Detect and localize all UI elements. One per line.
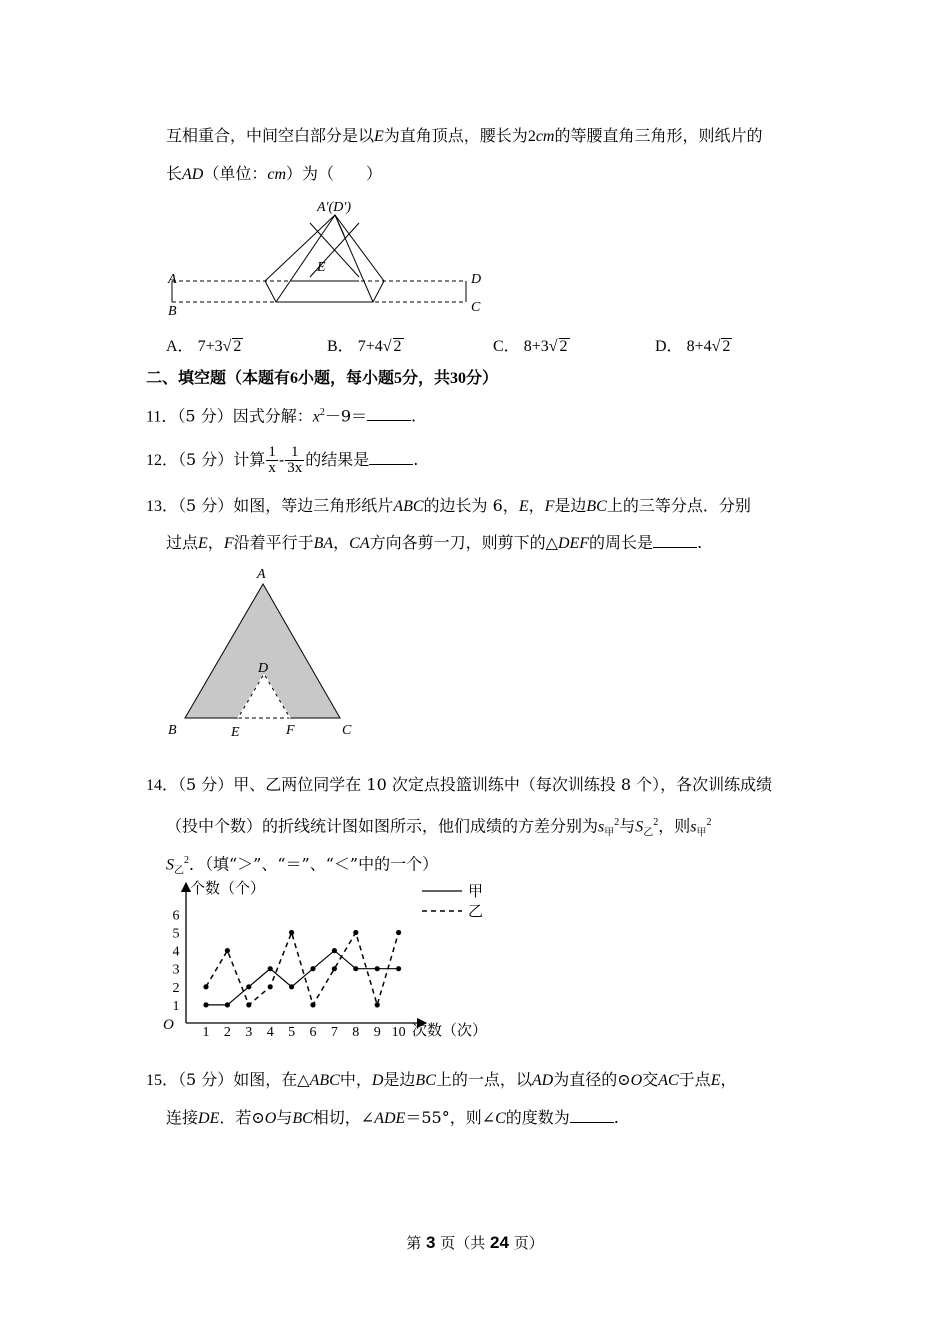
x-tick-label: 5 xyxy=(288,1025,296,1040)
data-point-yi xyxy=(268,984,273,989)
x-tick-label: 3 xyxy=(245,1025,253,1040)
question-12: 12．（5 分）计算 $\frac{1}{x}$ - $\frac{1}{3x}$ 的结果是 . xyxy=(146,444,419,476)
origin-label: O xyxy=(163,1017,174,1033)
q10-label-E: E xyxy=(317,260,326,275)
question-15-line-2: 连接DE．若⊙O与BC相切，∠ADE＝55°，则∠C的度数为 . xyxy=(166,1108,619,1127)
y-tick-label: 5 xyxy=(172,926,180,942)
data-point-jia xyxy=(396,966,401,971)
q10-label-top: A'(D') xyxy=(317,200,351,215)
y-tick-label: 3 xyxy=(172,962,180,978)
x-axis-label: 次数（次） xyxy=(412,1023,488,1039)
x-tick-label: 7 xyxy=(330,1025,338,1040)
legend xyxy=(422,883,483,920)
data-point-jia xyxy=(268,966,273,971)
q10-line-1: 互相重合，中间空白部分是以E为直角顶点，腰长为2cm的等腰直角三角形，则纸片的 xyxy=(166,126,763,145)
data-point-yi xyxy=(246,1002,251,1007)
x-tick-label: 2 xyxy=(223,1025,231,1040)
data-point-jia xyxy=(225,1002,230,1007)
legend-label-yi: 乙 xyxy=(468,904,484,920)
q13-label-E: E xyxy=(231,725,240,740)
q14-line-chart xyxy=(160,875,490,1040)
q10-label-D: D xyxy=(471,272,482,287)
data-point-yi xyxy=(396,930,401,935)
data-point-yi xyxy=(203,984,208,989)
x-tick-label: 1 xyxy=(202,1025,210,1040)
q13-label-B: B xyxy=(168,723,177,738)
q10-label-C: C xyxy=(471,300,481,315)
data-point-yi xyxy=(332,966,337,971)
question-15-line-1: 15．（5 分）如图，在△ABC中，D是边BC上的一点，以AD为直径的⊙O交AC于点E， xyxy=(146,1070,737,1089)
y-tick-label: 2 xyxy=(172,980,180,996)
y-axis-label: 个数（个） xyxy=(190,881,266,897)
y-tick-label: 4 xyxy=(172,944,180,960)
data-point-yi xyxy=(310,1002,315,1007)
data-point-yi xyxy=(353,930,358,935)
data-point-jia xyxy=(289,984,294,989)
q10-option-b[interactable]: B． 7+4√ 2 xyxy=(327,338,402,355)
q13-label-F: F xyxy=(286,723,295,738)
q15-answer-blank[interactable] xyxy=(570,1108,614,1123)
q10-label-B: B xyxy=(168,304,177,319)
question-14-line-1: 14．（5 分）甲、乙两位同学在 10 次定点投篮训练中（每次训练投 8 个），各次训练成绩 xyxy=(146,775,773,794)
x-tick-label: 10 xyxy=(391,1025,406,1040)
q11-answer-blank[interactable] xyxy=(367,406,411,421)
data-point-yi xyxy=(375,1002,380,1007)
data-point-jia xyxy=(332,948,337,953)
q13-figure xyxy=(160,562,370,744)
data-point-jia xyxy=(203,1002,208,1007)
q12-answer-blank[interactable] xyxy=(369,450,413,465)
q12-fraction-2: $\frac{1}{3x}$ xyxy=(287,444,303,476)
y-tick-label: 6 xyxy=(172,908,180,924)
x-tick-label: 6 xyxy=(309,1025,317,1040)
question-14-line-3: $S_乙^2$．（填“＞”、“＝”、“＜”中的一个） xyxy=(166,854,439,877)
q10-option-a[interactable]: A． 7+3√ 2 xyxy=(166,338,242,355)
question-14-line-2: （投中个数）的折线统计图如图所示，他们成绩的方差分别为$s_甲^2$与$S_乙^2$，则$s_甲^2$ xyxy=(166,816,712,839)
data-point-jia xyxy=(310,966,315,971)
x-tick-label: 9 xyxy=(373,1025,381,1040)
q10-figure xyxy=(160,195,500,320)
data-point-yi xyxy=(225,948,230,953)
data-point-jia xyxy=(246,984,251,989)
x-tick-label: 8 xyxy=(352,1025,360,1040)
x-tick-label: 4 xyxy=(266,1025,274,1040)
page-footer: 第 3 页（共 24 页） xyxy=(406,1233,544,1252)
data-point-jia xyxy=(375,966,380,971)
q10-option-c[interactable]: C． 8+3√ 2 xyxy=(493,338,568,355)
page-total: 24 xyxy=(490,1233,509,1252)
q10-line-2: 长AD（单位：cm）为（ ） xyxy=(166,164,383,183)
q13-label-D: D xyxy=(258,661,269,676)
q12-fraction-1: $\frac{1}{x}$ xyxy=(268,444,276,476)
series-line-jia xyxy=(206,951,399,1005)
data-point-jia xyxy=(353,966,358,971)
q10-option-d[interactable]: D． 8+4√ 2 xyxy=(655,338,731,355)
y-tick-label: 1 xyxy=(172,998,180,1014)
question-13-line-1: 13．（5 分）如图，等边三角形纸片ABC的边长为 6，E，F是边BC上的三等分点．分别 xyxy=(146,496,751,515)
data-point-yi xyxy=(289,930,294,935)
q10-label-A: A xyxy=(168,272,177,287)
legend-label-jia: 甲 xyxy=(468,884,484,900)
page-number: 3 xyxy=(426,1233,436,1252)
question-11: 11．（5 分）因式分解：$x^2-9=$ . xyxy=(146,406,417,426)
section-2-title: 二、填空题（本题有6小题，每小题5分，共30分） xyxy=(146,368,499,387)
question-13-line-2: 过点E，F沿着平行于BA，CA方向各剪一刀，则剪下的△DEF的周长是 . xyxy=(166,533,703,552)
q13-answer-blank[interactable] xyxy=(653,533,697,548)
q13-label-A: A xyxy=(257,567,266,582)
q13-label-C: C xyxy=(342,723,352,738)
